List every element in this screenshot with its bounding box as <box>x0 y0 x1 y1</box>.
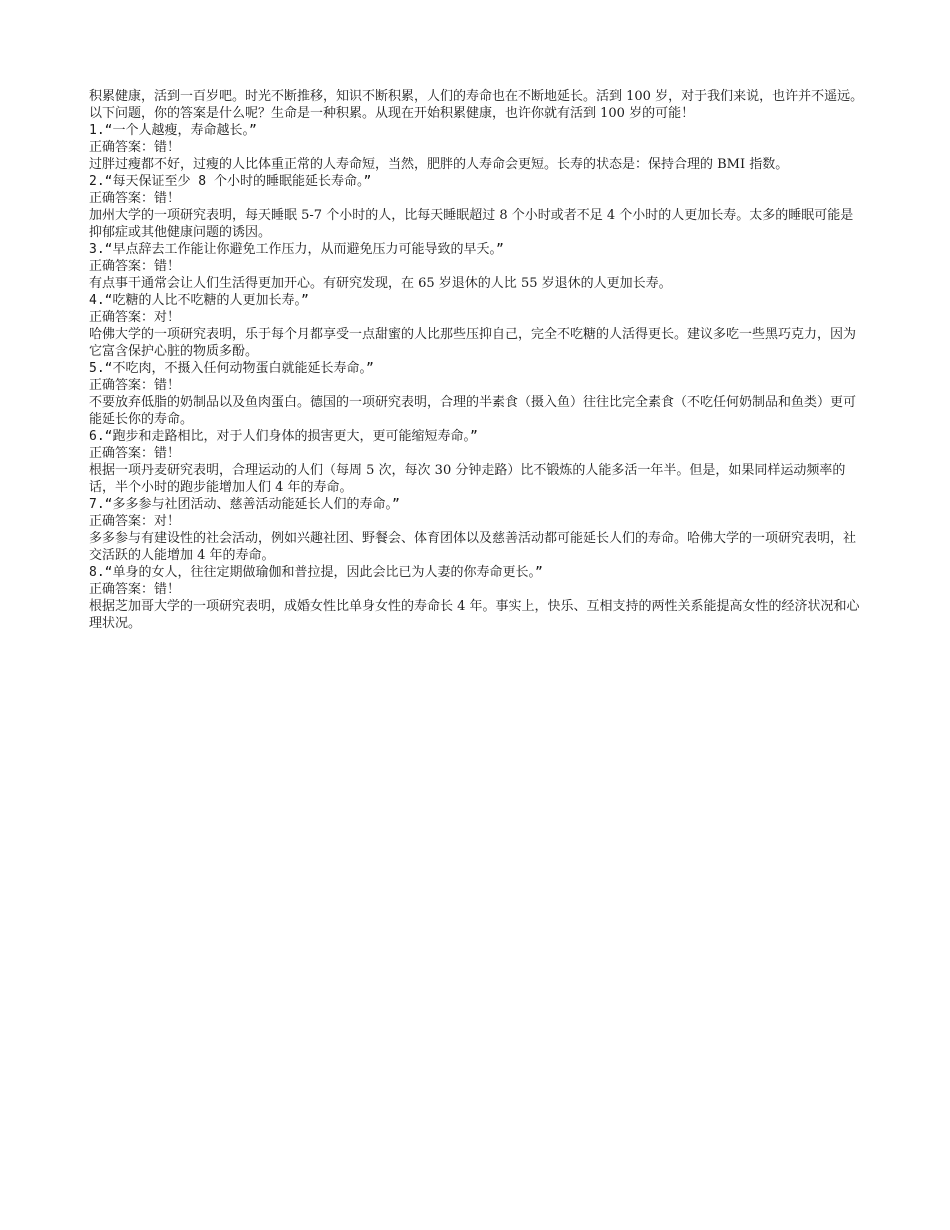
question-text: 3.“早点辞去工作能让你避免工作压力，从而避免压力可能导致的早夭。” <box>89 242 504 257</box>
answer-text: 正确答案：对！ <box>89 310 181 325</box>
qa-item-6 <box>89 428 864 496</box>
explanation-text: 多多参与有建设性的社会活动，例如兴趣社团、野餐会、体育团体以及慈善活动都可能延长人们的寿命。哈佛大学的一项研究表明，社交活跃的人能增加 4 年的寿命。 <box>89 531 857 563</box>
answer-text: 正确答案：错！ <box>89 582 181 597</box>
explanation-text: 加州大学的一项研究表明，每天睡眠 5-7 个小时的人，比每天睡眠超过 8 个小时或者不足 4 个小时的人更加长寿。太多的睡眠可能是抑郁症或其他健康问题的诱因。 <box>89 208 854 240</box>
question-text: 8.“单身的女人，往往定期做瑜伽和普拉提，因此会比已为人妻的你寿命更长。” <box>89 565 543 580</box>
qa-item-3 <box>89 241 864 292</box>
qa-item-1 <box>89 122 864 173</box>
question-text: 7.“多多参与社团活动、慈善活动能延长人们的寿命。” <box>89 497 400 512</box>
explanation-text: 不要放弃低脂的奶制品以及鱼肉蛋白。德国的一项研究表明，合理的半素食（摄入鱼）往往比完全素食（不吃任何奶制品和鱼类）更可能延长你的寿命。 <box>89 395 857 427</box>
explanation-text: 有点事干通常会让人们生活得更加开心。有研究发现，在 65 岁退休的人比 55 岁退休的人更加长寿。 <box>89 276 672 291</box>
answer-text: 正确答案：错！ <box>89 191 181 206</box>
explanation-text: 哈佛大学的一项研究表明，乐于每个月都享受一点甜蜜的人比那些压抑自己，完全不吃糖的人活得更长。建议多吃一些黑巧克力，因为它富含保护心脏的物质多酚。 <box>89 327 857 359</box>
question-text: 4.“吃糖的人比不吃糖的人更加长寿。” <box>89 293 309 308</box>
qa-item-8 <box>89 564 864 632</box>
qa-item-7 <box>89 496 864 564</box>
question-text: 1.“一个人越瘦，寿命越长。” <box>89 123 257 138</box>
answer-text: 正确答案：错！ <box>89 259 181 274</box>
intro-paragraph: 积累健康，活到一百岁吧。时光不断推移，知识不断积累，人们的寿命也在不断地延长。活到 100 岁，对于我们来说，也许并不遥远。以下问题，你的答案是什么呢？生命是一种积累。从现在开始积累健康，也许你就有活到 100 岁的可能！ <box>89 89 864 121</box>
question-text: 5.“不吃肉，不摄入任何动物蛋白就能延长寿命。” <box>89 361 374 376</box>
qa-item-5 <box>89 360 864 428</box>
explanation-text: 根据芝加哥大学的一项研究表明，成婚女性比单身女性的寿命长 4 年。事实上，快乐、互相支持的两性关系能提高女性的经济状况和心理状况。 <box>89 599 860 631</box>
document-body <box>89 88 864 632</box>
qa-item-4 <box>89 292 864 360</box>
answer-text: 正确答案：对！ <box>89 514 181 529</box>
answer-text: 正确答案：错！ <box>89 140 181 155</box>
answer-text: 正确答案：错！ <box>89 378 181 393</box>
question-text: 6.“跑步和走路相比，对于人们身体的损害更大，更可能缩短寿命。” <box>89 429 478 444</box>
explanation-text: 过胖过瘦都不好，过瘦的人比体重正常的人寿命短，当然，肥胖的人寿命会更短。长寿的状态是：保持合理的 BMI 指数。 <box>89 157 789 172</box>
answer-text: 正确答案：错！ <box>89 446 181 461</box>
qa-item-2 <box>89 173 864 241</box>
explanation-text: 根据一项丹麦研究表明，合理运动的人们（每周 5 次，每次 30 分钟走路）比不锻炼的人能多活一年半。但是，如果同样运动频率的话，半个小时的跑步能增加人们 4 年的寿命。 <box>89 463 846 495</box>
question-text: 2.“每天保证至少 8 个小时的睡眠能延长寿命。” <box>89 174 372 189</box>
